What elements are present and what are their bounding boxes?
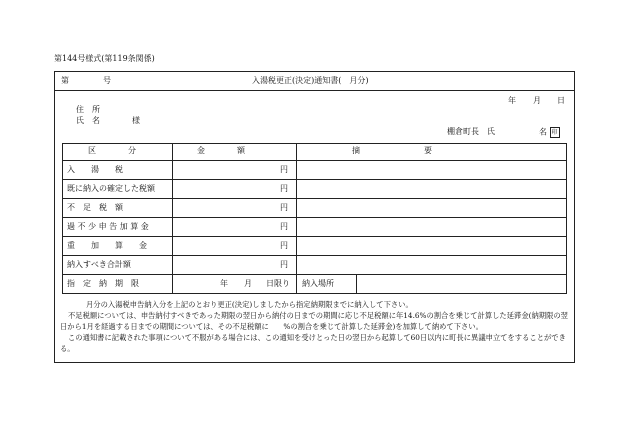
- note-paragraph: 月分の入湯税申告納入分を上記のとおり更正(決定)しましたから指定納期限までに納入して下さい。: [86, 300, 413, 309]
- sender-name-suffix: [539, 127, 560, 138]
- notes-section: [60, 299, 572, 354]
- payment-place-label: 納入場所: [302, 279, 334, 288]
- row-divider: [63, 198, 566, 199]
- deadline-label: 指 定 納 期 限: [67, 279, 139, 288]
- row-unit: 円: [280, 241, 288, 250]
- row-unit: 円: [280, 222, 288, 231]
- sender-name-suffix-text: 名: [539, 127, 547, 137]
- row-label-bathing-tax: 入 湯 税: [67, 165, 123, 174]
- document-title: 入湯税更正(決定)通知書( 月分): [252, 76, 369, 85]
- row-divider: [63, 160, 566, 161]
- number-suffix: 号: [103, 76, 111, 85]
- row-unit: 円: [280, 203, 288, 212]
- header-category: 区 分: [88, 146, 136, 155]
- row-unit: 円: [280, 165, 288, 174]
- date-year: 年: [508, 96, 516, 105]
- deadline-year: 年: [220, 279, 228, 288]
- seal-mark: 印: [551, 129, 558, 136]
- sender-title: 棚倉町長 氏: [447, 127, 495, 136]
- deadline-month: 月: [244, 279, 252, 288]
- date-month: 月: [533, 96, 541, 105]
- form-number-label: 第144号様式(第119条関係): [54, 54, 155, 63]
- row-label-heavy-penalty: 重 加 算 金: [67, 241, 147, 250]
- col-divider-2: [296, 144, 297, 293]
- tax-table: [62, 143, 567, 294]
- note-paragraph: 不足税額については、申告納付すべきであった期限の翌日から納付の日までの期間に応じ不足税額に年14.6%の割合を乗じて計算した延滞金(納期限の翌日から1月を経過する日までの期間については、その不足税額に %の割合を乗じて計算した延滞金)を加算して納めて下さい。: [60, 311, 568, 331]
- row-divider: [63, 217, 566, 218]
- place-divider: [356, 274, 357, 293]
- row-divider: [63, 236, 566, 237]
- row-divider: [63, 274, 566, 275]
- row-label-total-due: 納入すべき合計額: [67, 260, 131, 269]
- row-label-underreport-penalty: 過 不 少 申 告 加 算 金: [67, 222, 149, 231]
- row-unit: 円: [280, 184, 288, 193]
- date-day: 日: [557, 96, 565, 105]
- address-label: 住 所: [76, 105, 100, 114]
- row-label-confirmed-tax: 既に納入の確定した税額: [67, 184, 155, 193]
- note-paragraph: この通知書に記載された事項について不服がある場合には、この通知を受けとった日の翌日から起算して60日以内に町長に異議申立てをすることができる。: [60, 333, 566, 353]
- deadline-day: 日限り: [266, 279, 290, 288]
- col-divider-1: [172, 144, 173, 293]
- row-divider: [63, 179, 566, 180]
- row-divider: [63, 255, 566, 256]
- header-amount: 金 額: [197, 146, 245, 155]
- row-label-deficient-tax: 不 足 税 額: [67, 203, 123, 212]
- row-unit: 円: [280, 260, 288, 269]
- number-prefix: 第: [61, 76, 69, 85]
- header-remarks: 摘 要: [352, 146, 432, 155]
- name-label: 氏 名: [76, 116, 100, 125]
- header-divider: [55, 90, 574, 91]
- honorific: 様: [132, 116, 140, 125]
